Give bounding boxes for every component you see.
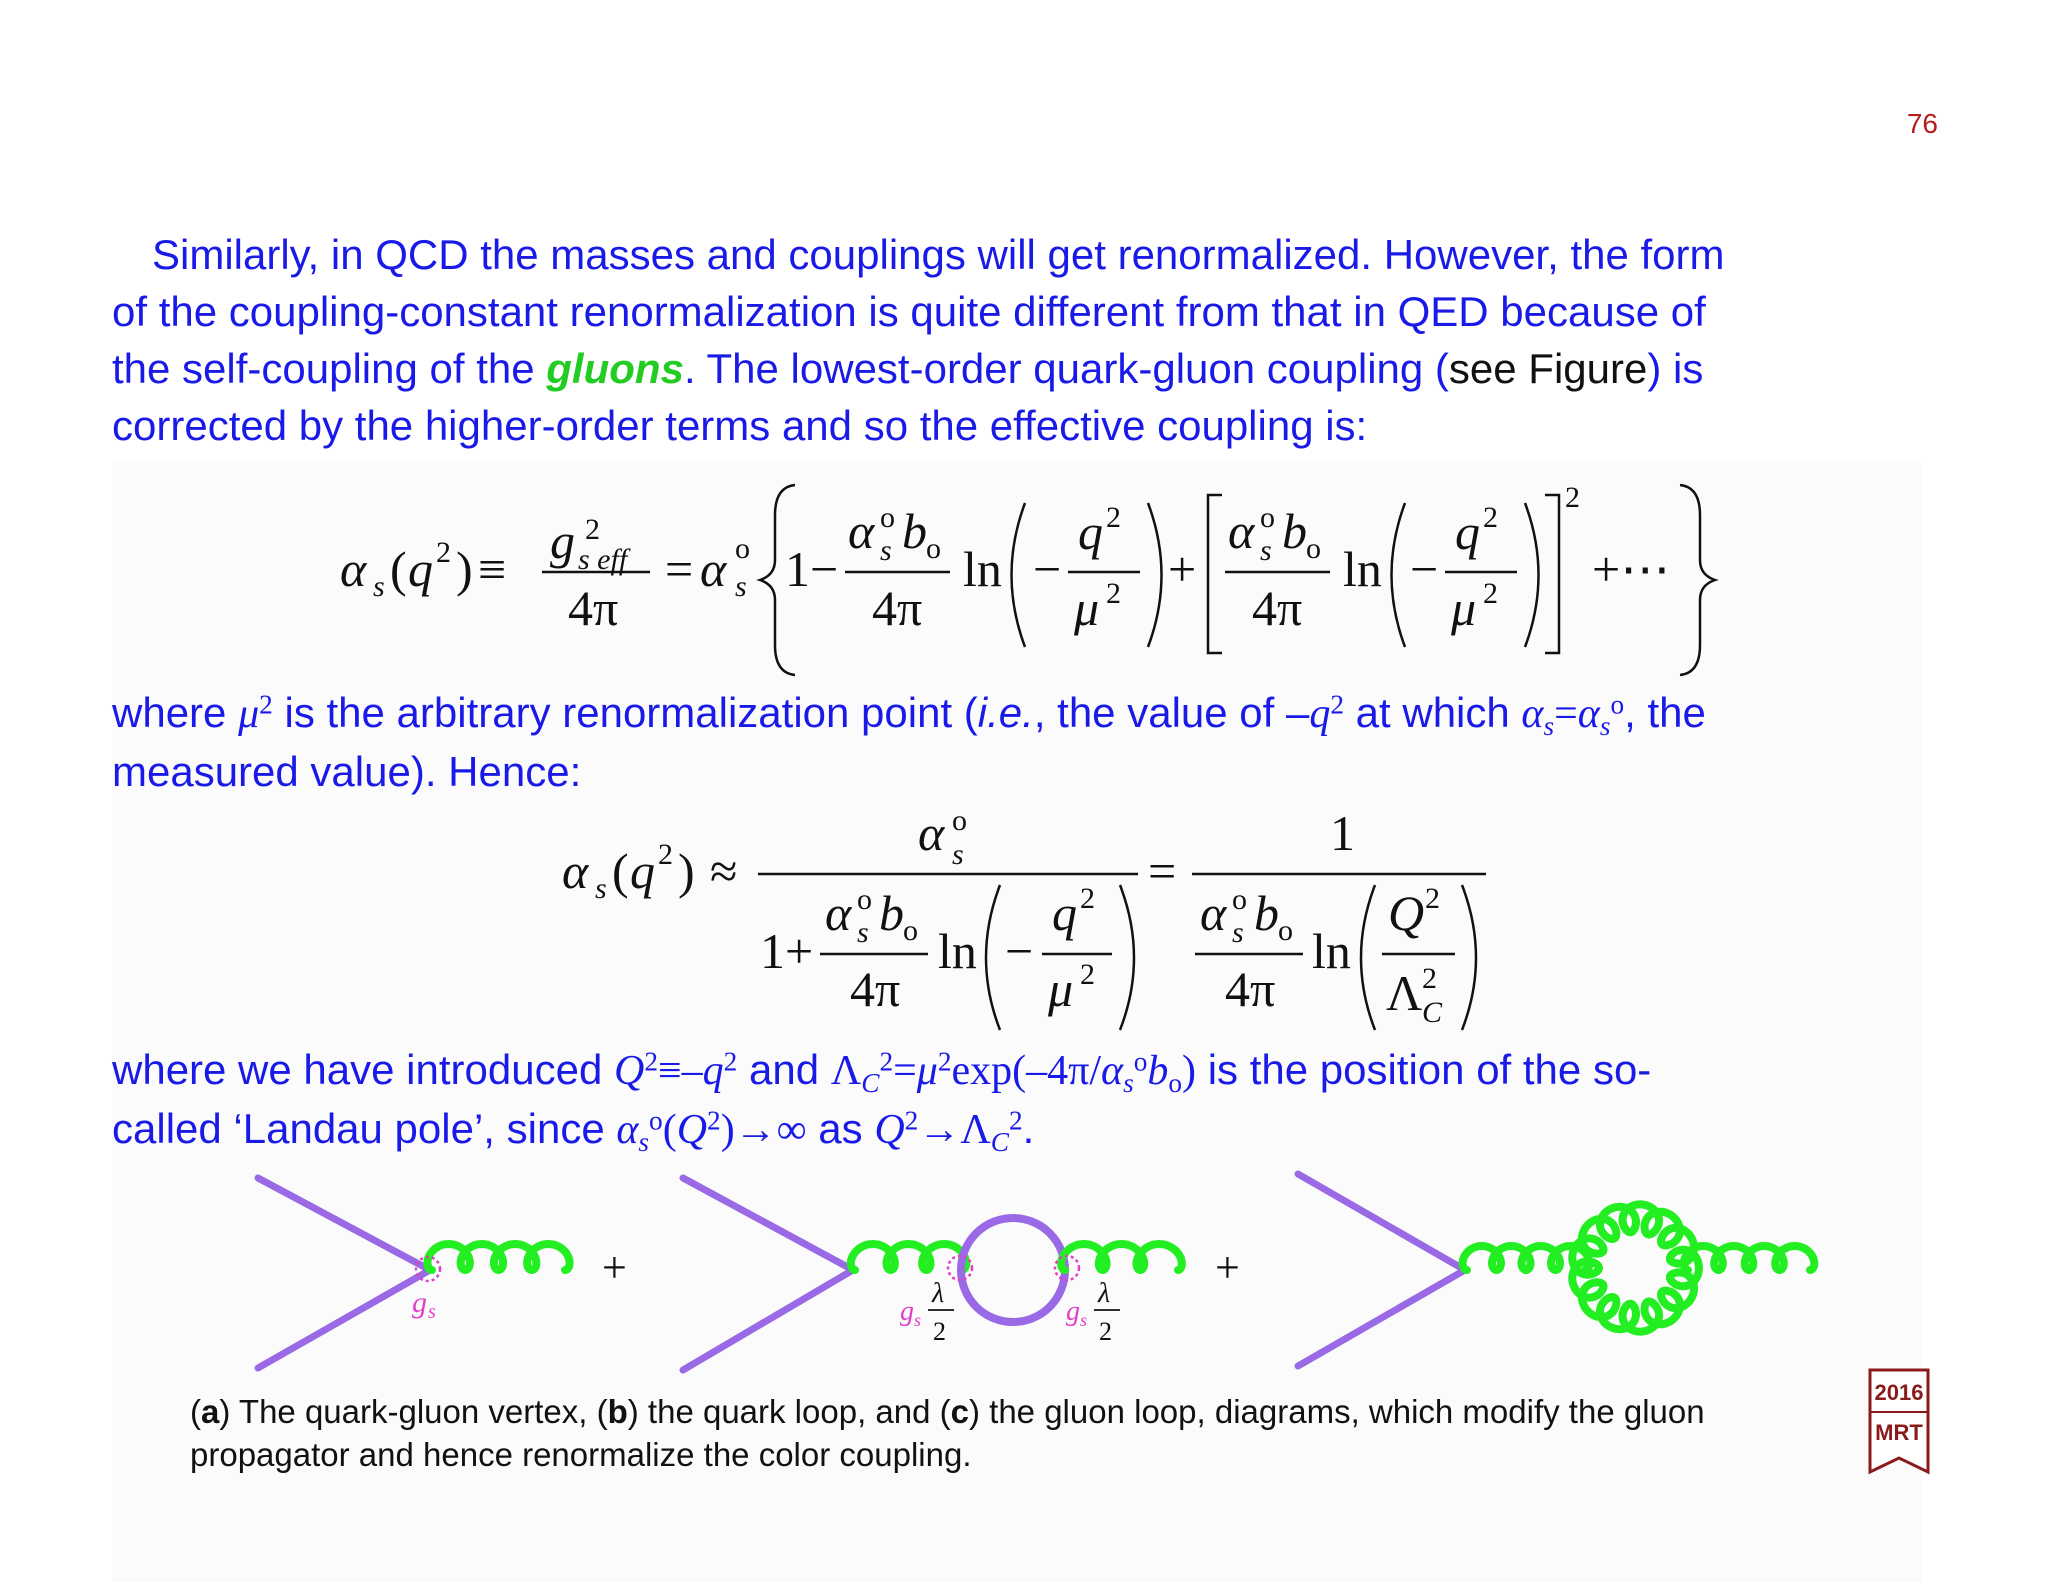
svg-text:2: 2 (1483, 501, 1498, 534)
svg-text:o: o (857, 883, 872, 916)
diagram-c-gluon-loop (1298, 1174, 1814, 1366)
plus-sign: + (1215, 1243, 1240, 1292)
svg-text:2: 2 (436, 536, 451, 569)
svg-text:4π: 4π (1252, 580, 1303, 636)
para2-line-1: where $\mu^2$ is the arbitrary renormalization point (i.e., the value of $-q^2$ at which $\alpha_s=\alpha_s^o$, the (112, 689, 1706, 742)
intro-paragraph (112, 226, 1942, 454)
svg-text:λ: λ (932, 1278, 945, 1309)
gluon-line (1684, 1246, 1815, 1270)
svg-text:μ: μ (1451, 580, 1477, 636)
quark-line (258, 1178, 430, 1270)
svg-text:o: o (1232, 883, 1247, 916)
svg-text:4π: 4π (1225, 961, 1276, 1017)
svg-text:−: − (1033, 541, 1062, 597)
svg-text:s: s (952, 838, 964, 871)
svg-text:μ: μ (1074, 580, 1100, 636)
svg-text:b: b (1254, 885, 1279, 941)
svg-text:g: g (412, 1286, 427, 1319)
quark-line (258, 1270, 430, 1368)
svg-text:C: C (1422, 996, 1443, 1029)
svg-text:o: o (735, 532, 750, 565)
svg-text:α: α (918, 805, 945, 861)
svg-text:Λ: Λ (1386, 965, 1423, 1021)
svg-text:ln: ln (1343, 541, 1382, 597)
svg-text:=: = (665, 541, 694, 597)
svg-text:4π: 4π (872, 580, 923, 636)
gluons-highlight: gluons (546, 345, 684, 392)
svg-text:s: s (914, 1310, 922, 1330)
svg-text:s: s (880, 534, 892, 567)
svg-text:2: 2 (1099, 1317, 1112, 1346)
svg-text:q: q (1078, 504, 1103, 560)
svg-text:(: ( (390, 541, 407, 597)
svg-text:1−: 1− (785, 541, 839, 597)
svg-text:b: b (879, 885, 904, 941)
svg-text:q: q (1455, 504, 1480, 560)
gluon-line (427, 1244, 569, 1270)
svg-text:α: α (1228, 503, 1255, 559)
svg-text:s eff: s eff (578, 543, 628, 576)
figure-caption: (a) The quark-gluon vertex, (b) the quark loop, and (c) the gluon loop, diagrams, which modify the gluon propagator and hence renormalize the color coupling. (190, 1393, 1705, 1473)
svg-text:s: s (1232, 916, 1244, 949)
eq1-alpha: α (340, 541, 367, 597)
svg-text:2: 2 (658, 838, 673, 871)
svg-text:): ) (456, 541, 473, 597)
svg-text:4π: 4π (850, 961, 901, 1017)
svg-text:2: 2 (1565, 481, 1580, 514)
diagram-a-vertex (258, 1178, 570, 1368)
svg-text:2: 2 (1080, 882, 1095, 915)
svg-text:α: α (1200, 885, 1227, 941)
plus-sign: + (602, 1243, 627, 1292)
svg-text:=: = (1148, 843, 1177, 899)
svg-text:): ) (678, 843, 695, 899)
para3-line-2: called ‘Landau pole’, since $\alpha_s^o(Q^2)\to\infty$ as $Q^2\to\Lambda_C^2$. (112, 1105, 1035, 1158)
renormalization-point-paragraph (112, 684, 1942, 800)
svg-text:g: g (1066, 1296, 1080, 1327)
svg-text:b: b (902, 503, 927, 559)
diagram-b-quark-loop (683, 1178, 1182, 1370)
svg-text:s: s (735, 570, 747, 603)
svg-text:+⋯: +⋯ (1592, 541, 1671, 597)
svg-text:2: 2 (933, 1317, 946, 1346)
effective-coupling-equation (0, 465, 2048, 680)
feynman-diagrams (0, 1160, 2048, 1380)
svg-text:q: q (408, 541, 433, 597)
quark-line (683, 1178, 853, 1270)
gluon-line (851, 1244, 966, 1270)
svg-text:o: o (926, 532, 941, 565)
quark-line (1298, 1174, 1465, 1270)
svg-text:s: s (1260, 534, 1272, 567)
svg-text:s: s (1080, 1310, 1088, 1330)
svg-text:−: − (1410, 541, 1439, 597)
quark-loop (961, 1218, 1065, 1322)
svg-text:≈: ≈ (710, 843, 738, 899)
svg-text:(: ( (612, 843, 629, 899)
svg-text:ln: ln (1312, 923, 1351, 979)
svg-text:2: 2 (1483, 577, 1498, 610)
svg-text:2: 2 (1080, 958, 1095, 991)
para2-line-2: measured value). Hence: (112, 748, 582, 795)
svg-text:−: − (1005, 923, 1034, 979)
landau-pole-paragraph (112, 1041, 1942, 1159)
svg-text:s: s (428, 1301, 436, 1323)
svg-text:1+: 1+ (760, 923, 814, 979)
svg-text:o: o (903, 914, 918, 947)
intro-line-4: corrected by the higher-order terms and so the effective coupling is: (112, 402, 1368, 449)
svg-text:ln: ln (963, 541, 1002, 597)
svg-text:2: 2 (1422, 962, 1437, 995)
svg-text:s: s (595, 872, 607, 905)
svg-text:b: b (1282, 503, 1307, 559)
svg-text:α: α (848, 503, 875, 559)
para3-line-1: where we have introduced $Q^2\equiv-q^2$ and $\Lambda_C^2=\mu^2\exp(-4\pi/\alpha_s^ob_o)$ is the position of the so- (112, 1046, 1652, 1099)
svg-text:μ: μ (1048, 961, 1074, 1017)
svg-text:o: o (952, 804, 967, 837)
mrt-badge (1868, 1368, 1930, 1476)
svg-text:α: α (562, 843, 589, 899)
svg-text:g: g (900, 1296, 914, 1327)
running-coupling-equation (0, 800, 2048, 1040)
svg-text:ln: ln (938, 923, 977, 979)
intro-line-1: Similarly, in QCD the masses and couplings will get renormalized. However, the form (152, 231, 1725, 278)
svg-text:α: α (825, 885, 852, 941)
svg-text:λ: λ (1098, 1278, 1111, 1309)
badge-initials: MRT (1875, 1420, 1923, 1445)
intro-line-3: the self-coupling of the gluons. The lowest-order quark-gluon coupling (see Figure) is (112, 345, 1704, 392)
svg-text:2: 2 (1106, 577, 1121, 610)
svg-text:o: o (880, 501, 895, 534)
svg-text:1: 1 (1330, 805, 1355, 861)
svg-text:q: q (630, 843, 655, 899)
svg-text:s: s (857, 916, 869, 949)
page-number: 76 (1906, 108, 1938, 139)
svg-text:4π: 4π (568, 580, 619, 636)
svg-text:o: o (1260, 501, 1275, 534)
svg-text:+: + (1168, 541, 1197, 597)
badge-year: 2016 (1874, 1380, 1924, 1405)
intro-line-2: of the coupling-constant renormalization is quite different from that in QED because of (112, 288, 1706, 335)
svg-text:q: q (1052, 885, 1077, 941)
svg-text:o: o (1278, 914, 1293, 947)
svg-text:Q: Q (1388, 885, 1425, 941)
svg-text:o: o (1306, 532, 1321, 565)
svg-text:α: α (700, 541, 727, 597)
svg-text:g: g (550, 513, 575, 569)
quark-line (1298, 1270, 1465, 1366)
see-figure-link[interactable]: see Figure (1448, 345, 1648, 392)
svg-text:s: s (373, 570, 385, 603)
svg-text:≡: ≡ (478, 541, 507, 597)
quark-line (683, 1270, 853, 1370)
svg-text:2: 2 (1106, 501, 1121, 534)
svg-text:2: 2 (1425, 882, 1440, 915)
svg-text:2: 2 (585, 513, 600, 546)
